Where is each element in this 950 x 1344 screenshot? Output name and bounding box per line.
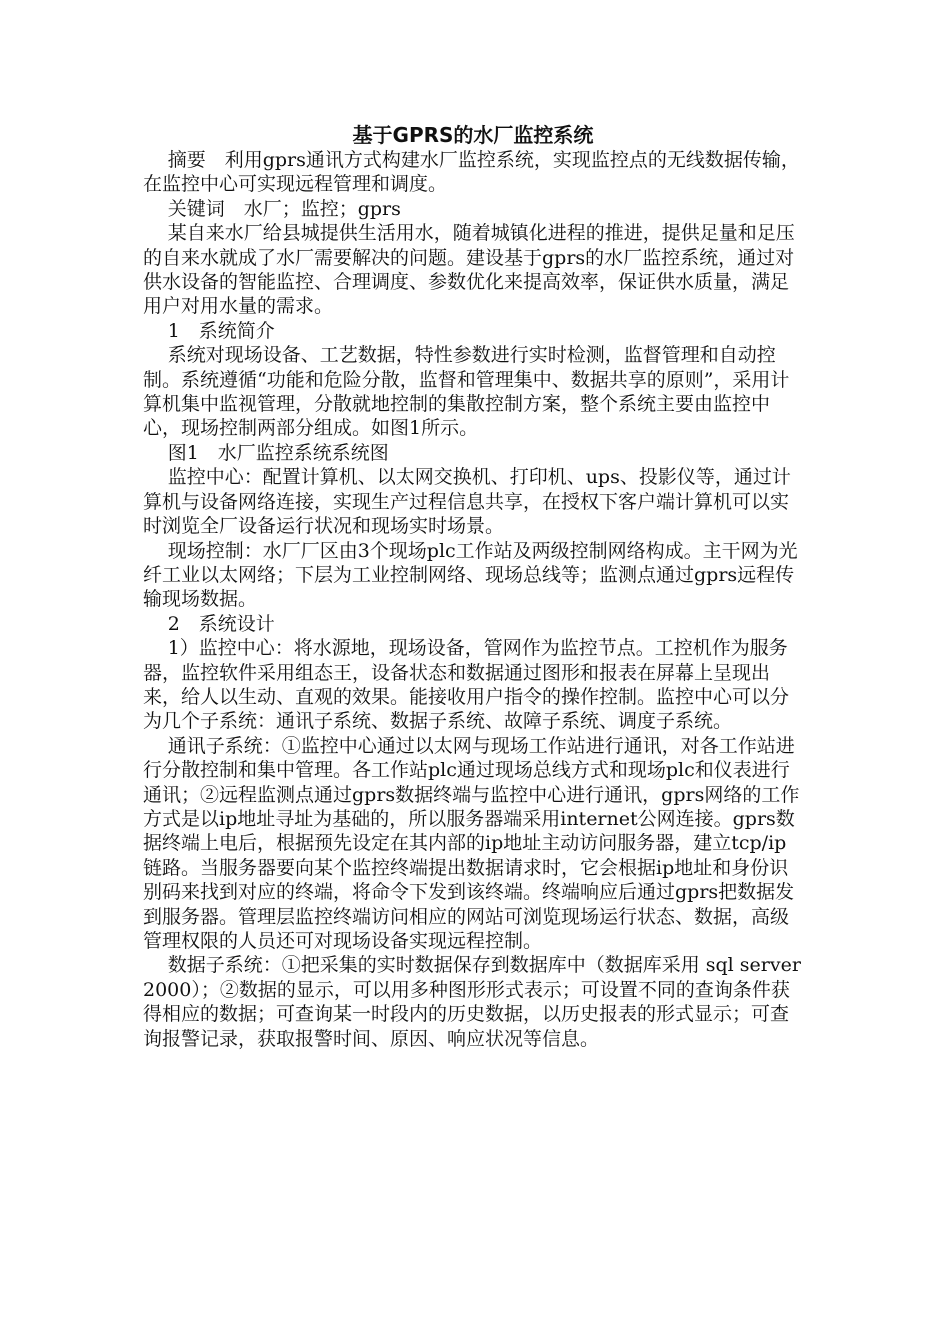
section-heading-2: 2 系统设计 xyxy=(167,612,275,635)
communication-subsystem-paragraph: 通讯子系统：①监控中心通过以太网与现场工作站进行通讯，对各工作站进行分散控制和集中管理。各工作站plc通过现场总线方式和现场plc和仪表进行通讯；②远程监测点通过gprs数据终端与监控中心进行通讯，gprs网络的工作方式是以ip地址寻址为基础的，所以服务器端采用internet公网连接。gprs数据终端上电后，根据预先设定在其内部的ip地址主动访问服务器，建立tcp/ip链路。当服务器要向某个监控终端提出数据请求时，它会根据ip地址和身份识别码来找到对应的终端，将命令下发到该终端。终端响应后通过gprs把数据发到服务器。管理层监控终端访问相应的网站可浏览现场运行状态、数据，高级管理权限的人员还可对现场设备实现远程控制。 xyxy=(143,734,800,952)
keywords-paragraph: 关键词 水厂；监控；gprs xyxy=(167,197,401,220)
document-page xyxy=(143,122,803,1051)
abstract-paragraph: 摘要 利用gprs通讯方式构建水厂监控系统，实现监控点的无线数据传输，在监控中心可实现远程管理和调度。 xyxy=(143,149,800,196)
figure-caption: 图1 水厂监控系统系统图 xyxy=(167,441,389,464)
intro-paragraph: 某自来水厂给县城提供生活用水，随着城镇化进程的推进，提供足量和足压的自来水就成了水厂需要解决的问题。建设基于gprs的水厂监控系统，通过对供水设备的智能监控、合理调度、参数优化来提高效率，保证供水质量，满足用户对用水量的需求。 xyxy=(143,222,795,318)
section-heading-1: 1 系统简介 xyxy=(167,319,275,342)
data-subsystem-paragraph: 数据子系统：①把采集的实时数据保存到数据库中（数据库采用 sql server2000）；②数据的显示，可以用多种图形形式表示；可设置不同的查询条件获得相应的数据；可查询某一时段内的历史数据，以历史报表的形式显示；可查询报警记录，获取报警时间、原因、响应状况等信息。 xyxy=(143,954,801,1050)
monitoring-center-paragraph: 监控中心：配置计算机、以太网交换机、打印机、ups、投影仪等，通过计算机与设备网络连接，实现生产过程信息共享，在授权下客户端计算机可以实时浏览全厂设备运行状况和现场实时场景。 xyxy=(143,466,791,538)
document-title: 基于GPRS的水厂监控系统 xyxy=(352,123,594,147)
design-monitoring-center-paragraph: 1）监控中心：将水源地，现场设备，管网作为监控节点。工控机作为服务器，监控软件采用组态王，设备状态和数据通过图形和报表在屏幕上呈现出来，给人以生动、直观的效果。能接收用户指令的操作控制。监控中心可以分为几个子系统：通讯子系统、数据子系统、故障子系统、调度子系统。 xyxy=(143,637,790,733)
field-control-paragraph: 现场控制：水厂厂区由3个现场plc工作站及两级控制网络构成。主干网为光纤工业以太网络；下层为工业控制网络、现场总线等；监测点通过gprs远程传输现场数据。 xyxy=(143,539,798,611)
system-overview-paragraph: 系统对现场设备、工艺数据，特性参数进行实时检测，监督管理和自动控制。系统遵循“功能和危险分散，监督和管理集中、数据共享的原则”，采用计算机集中监视管理，分散就地控制的集散控制方案，整个系统主要由监控中心，现场控制两部分组成。如图1所示。 xyxy=(143,344,790,440)
